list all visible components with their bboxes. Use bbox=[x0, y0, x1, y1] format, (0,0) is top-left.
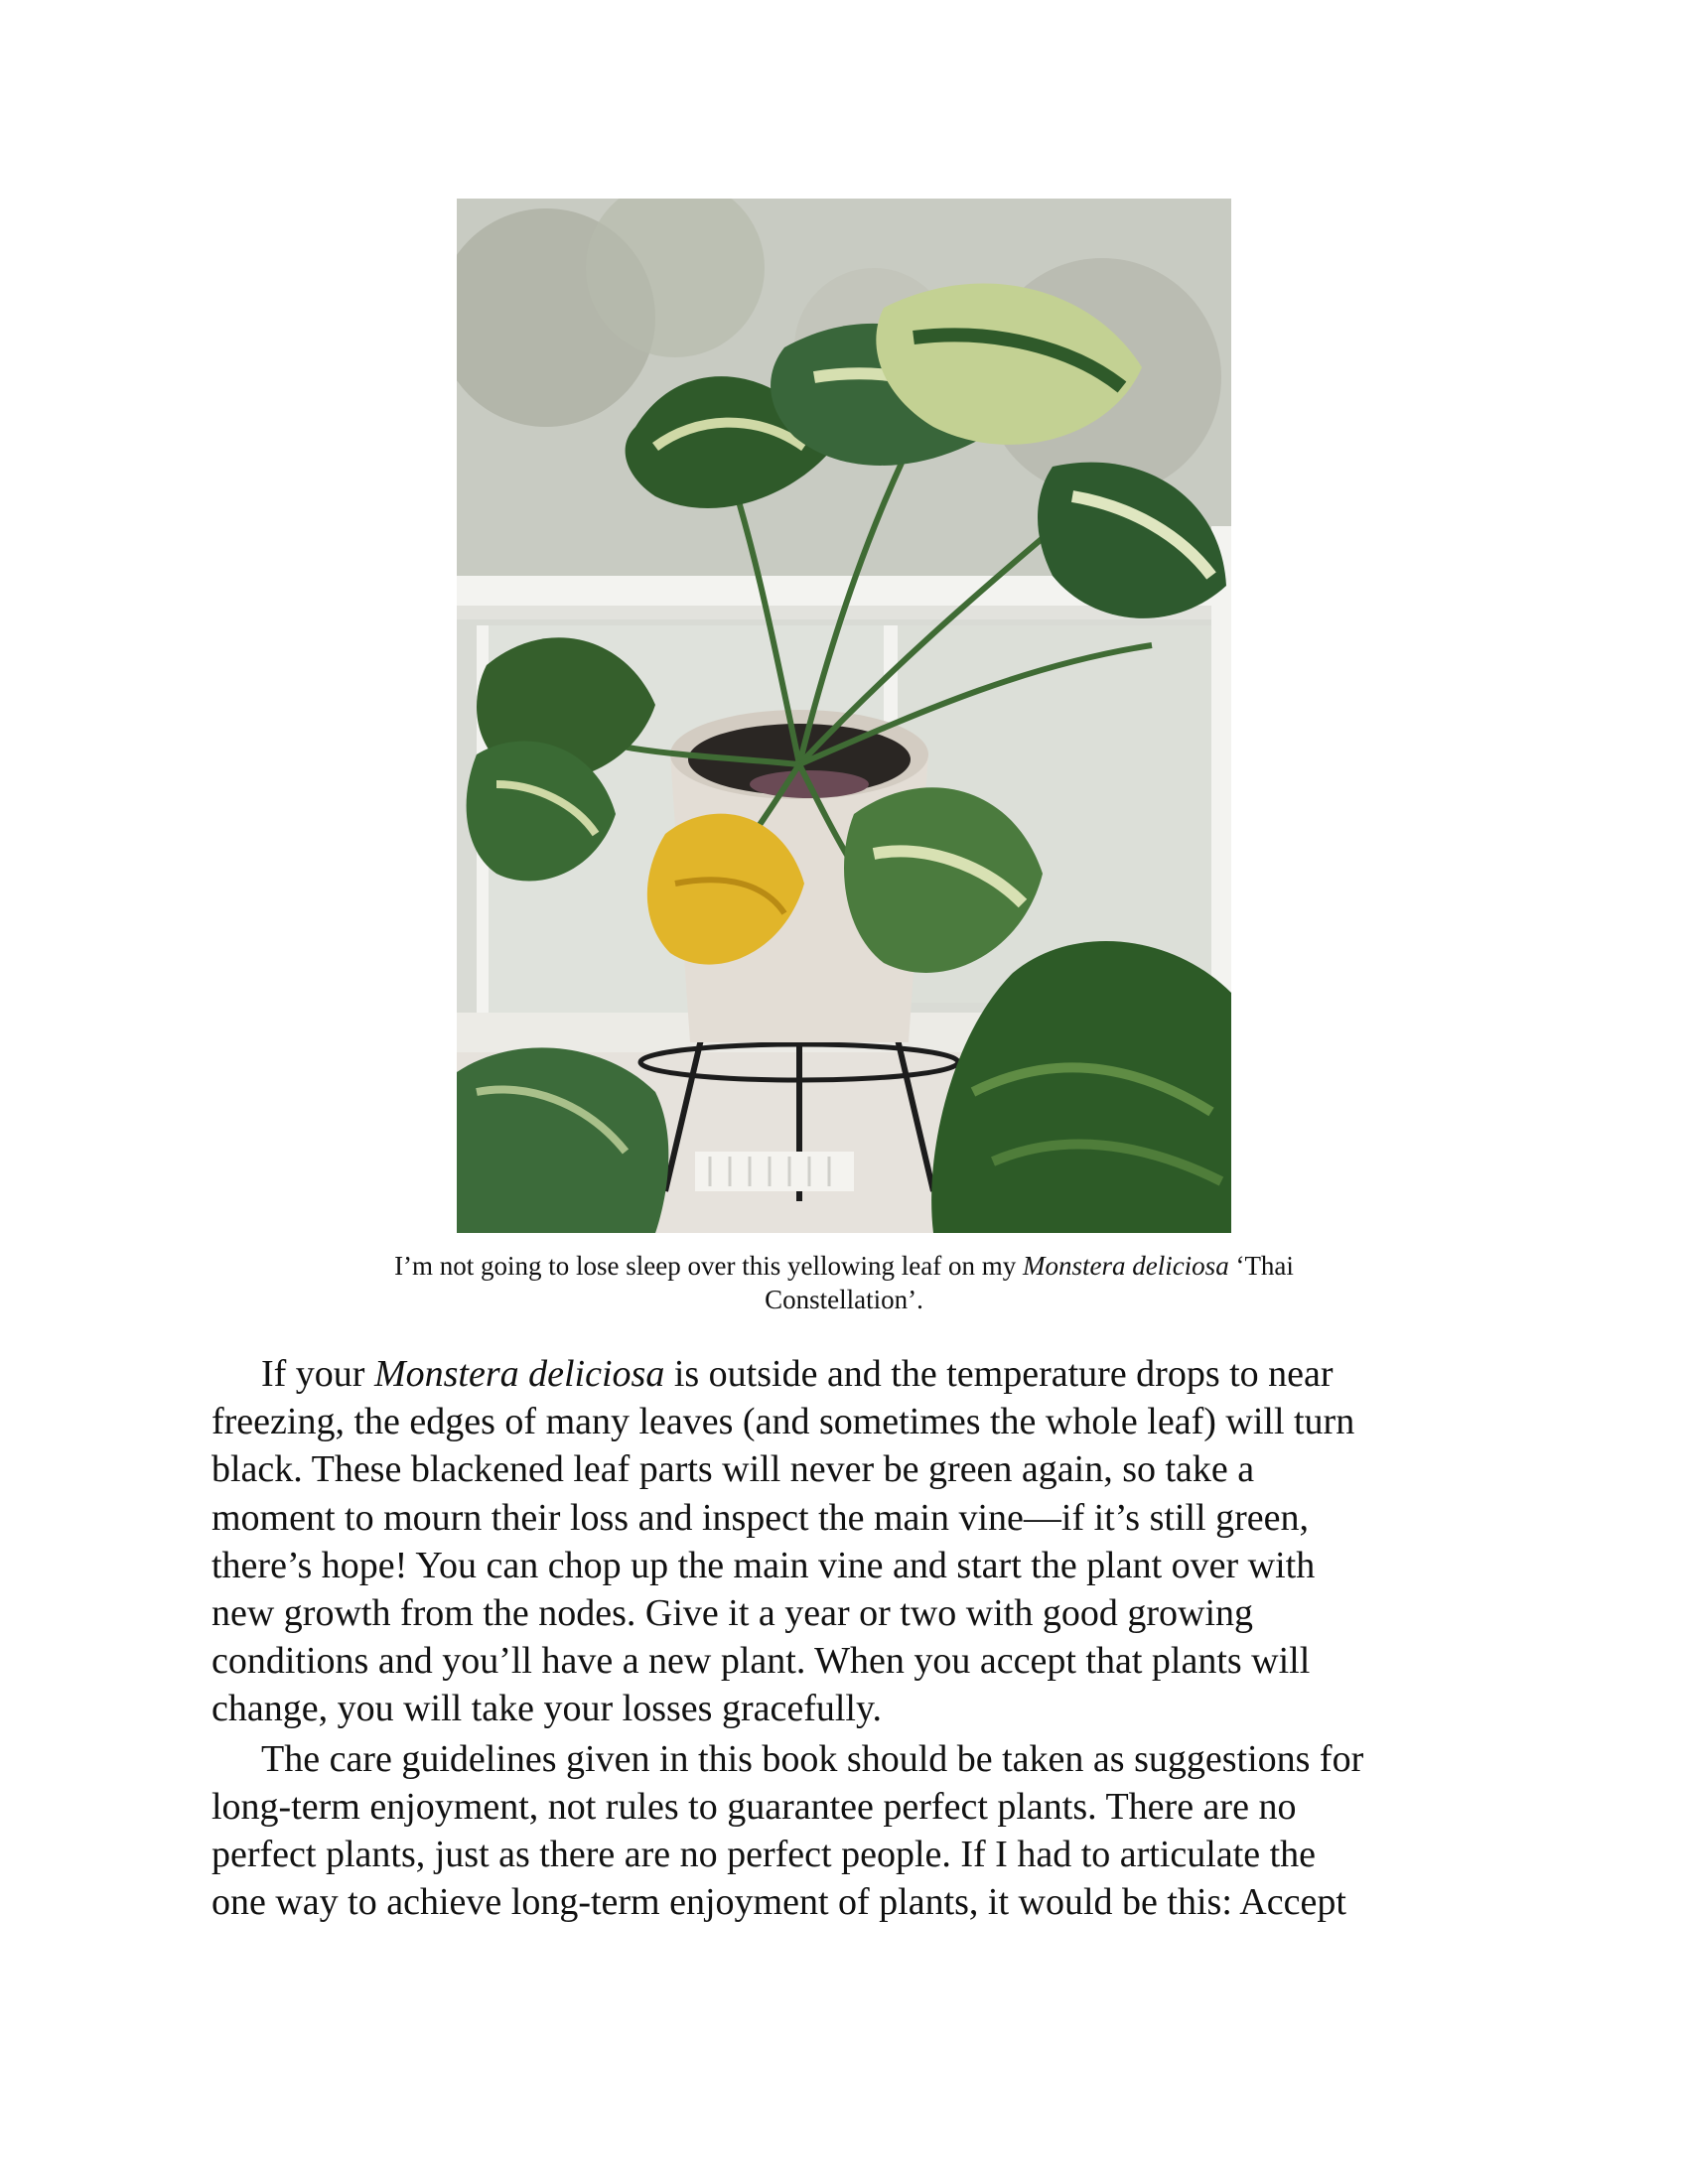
paragraph-1-line-6: new growth from the nodes. Give it a year or two with good growing bbox=[211, 1592, 1254, 1635]
caption-line-1: I’m not going to lose sleep over this yellowing leaf on my Monstera deliciosa ‘Thai bbox=[394, 1251, 1294, 1281]
paragraph-1-line-2: freezing, the edges of many leaves (and sometimes the whole leaf) will turn bbox=[211, 1401, 1355, 1443]
paragraph-2-line-3: perfect plants, just as there are no perfect people. If I had to articulate the bbox=[211, 1834, 1317, 1876]
paragraph-1-line-5: there’s hope! You can chop up the main vine and start the plant over with bbox=[211, 1544, 1316, 1586]
monstera-photo-illustration bbox=[457, 199, 1231, 1233]
paragraph-1 bbox=[211, 1350, 1502, 1733]
paragraph-1-italic-species: Monstera deliciosa bbox=[373, 1353, 665, 1395]
paragraph-2-line-4: one way to achieve long-term enjoyment of plants, it would be this: Accept bbox=[211, 1881, 1346, 1924]
paragraph-1-line-3: black. These blackened leaf parts will never be green again, so take a bbox=[211, 1448, 1255, 1491]
caption-line-2: Constellation’. bbox=[765, 1285, 923, 1314]
paragraph-1-line-1: If your Monstera deliciosa is outside and the temperature drops to near bbox=[261, 1353, 1334, 1395]
figure-caption bbox=[298, 1249, 1390, 1316]
body-text bbox=[211, 1350, 1502, 1926]
paragraph-1-line-7: conditions and you’ll have a new plant. When you accept that plants will bbox=[211, 1640, 1311, 1683]
monstera-photo bbox=[457, 199, 1231, 1233]
paragraph-2-line-1: The care guidelines given in this book should be taken as suggestions for bbox=[261, 1737, 1364, 1780]
paragraph-1-line-4: moment to mourn their loss and inspect the main vine—if it’s still green, bbox=[211, 1496, 1309, 1539]
paragraph-2 bbox=[211, 1735, 1502, 1927]
paragraph-1-line-8: change, you will take your losses gracefully. bbox=[211, 1688, 883, 1730]
caption-italic-species: Monstera deliciosa bbox=[1022, 1251, 1229, 1281]
paragraph-2-line-2: long-term enjoyment, not rules to guarantee perfect plants. There are no bbox=[211, 1785, 1297, 1828]
